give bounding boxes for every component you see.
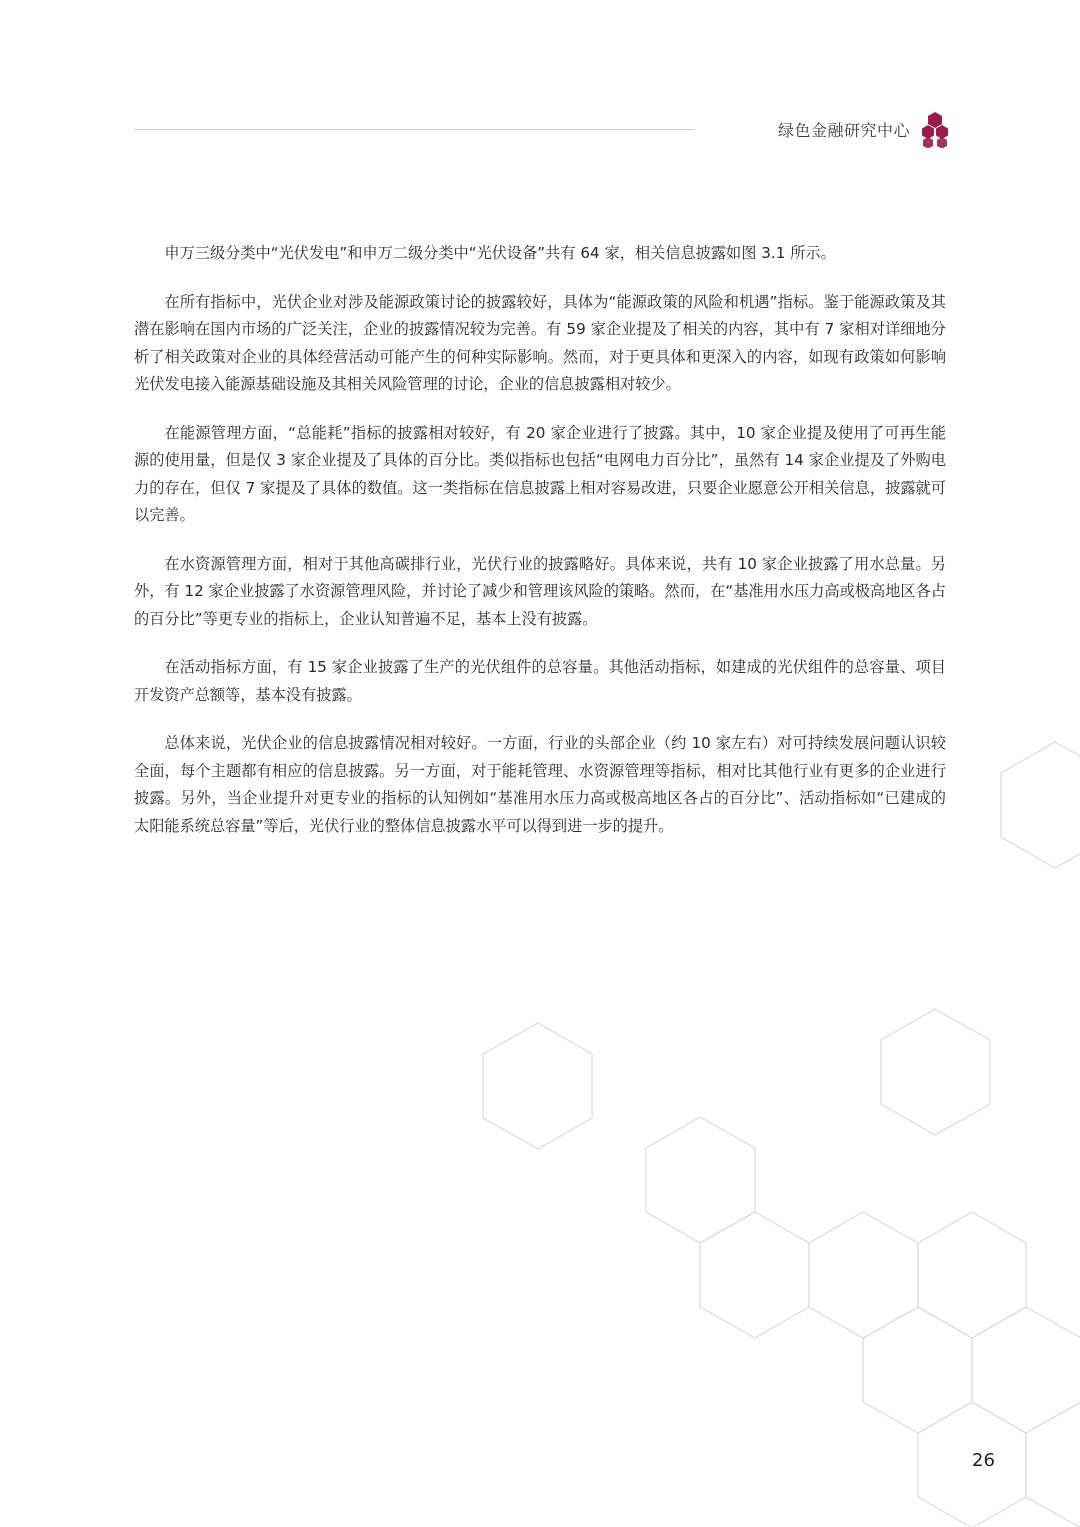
paragraph: 申万三级分类中“光伏发电”和申万二级分类中“光伏设备”共有 64 家，相关信息披露如图 3.1 所示。 <box>164 244 836 262</box>
hexagon-shape <box>863 1307 972 1433</box>
hexagon-shape <box>809 1212 918 1338</box>
hexagon-shape <box>1026 1402 1080 1527</box>
paragraph: 在所有指标中，光伏企业对涉及能源政策讨论的披露较好，具体为“能源政策的风险和机遇”指标。鉴于能源政策及其潜在影响在国内市场的广泛关注，企业的披露情况较为完善。有 59 家企业提及了相关的内容，其中有 7 家相对详细地分析了相关政策对企业的具体经营活动可能产生的何种实际影响。然而，对于更具体和更深入的内容，如现有政策如何影响光伏发电接入能源基础设施及其相关风险管理的讨论，企业的信息披露相对较少。 <box>134 292 946 393</box>
hexagon-shape <box>1001 742 1080 868</box>
header-org-name: 绿色金融研究中心 <box>777 121 910 140</box>
page-number: 26 <box>972 1450 995 1471</box>
hexagon-logo-icon <box>920 112 950 148</box>
hexagon-shape <box>646 1117 755 1243</box>
paragraph: 在水资源管理方面，相对于其他高碳排行业，光伏行业的披露略好。具体来说，共有 10 家企业披露了用水总量。另外，有 12 家企业披露了水资源管理风险，并讨论了减少和管理该风险的策略。然而，在“基准用水压力高或极高地区各占的百分比”等更专业的指标上，企业认知普遍不足，基本上没有披露。 <box>134 554 946 628</box>
paragraph: 在能源管理方面，“总能耗”指标的披露相对较好，有 20 家企业进行了披露。其中，10 家企业提及使用了可再生能源的使用量，但是仅 3 家企业提及了具体的百分比。类似指标也包括“电网电力百分比”，虽然有 14 家企业提及了外购电力的存在，但仅 7 家提及了具体的数值。这一类指标在信息披露上相对容易改进，只要企业愿意公开相关信息，披露就可以完善。 <box>134 423 946 524</box>
header-divider <box>134 129 694 130</box>
hexagon-shape <box>972 1307 1080 1433</box>
hexagon-shape <box>700 1212 809 1338</box>
body-content <box>134 240 946 861</box>
hexagon-shape <box>483 1023 592 1149</box>
paragraph: 总体来说，光伏企业的信息披露情况相对较好。一方面，行业的头部企业（约 10 家左右）对可持续发展问题认识较全面，每个主题都有相应的信息披露。另一方面，对于能耗管理、水资源管理等指标，相对比其他行业有更多的企业进行披露。另外，当企业提升对更专业的指标的认知例如“基准用水压力高或极高地区各占的百分比”、活动指标如“已建成的太阳能系统总容量”等后，光伏行业的整体信息披露水平可以得到进一步的提升。 <box>134 734 946 835</box>
hexagon-shape <box>918 1212 1026 1338</box>
hexagon-shape <box>881 1009 990 1135</box>
paragraph: 在活动指标方面，有 15 家企业披露了生产的光伏组件的总容量。其他活动指标，如建成的光伏组件的总容量、项目开发资产总额等，基本没有披露。 <box>134 658 946 704</box>
